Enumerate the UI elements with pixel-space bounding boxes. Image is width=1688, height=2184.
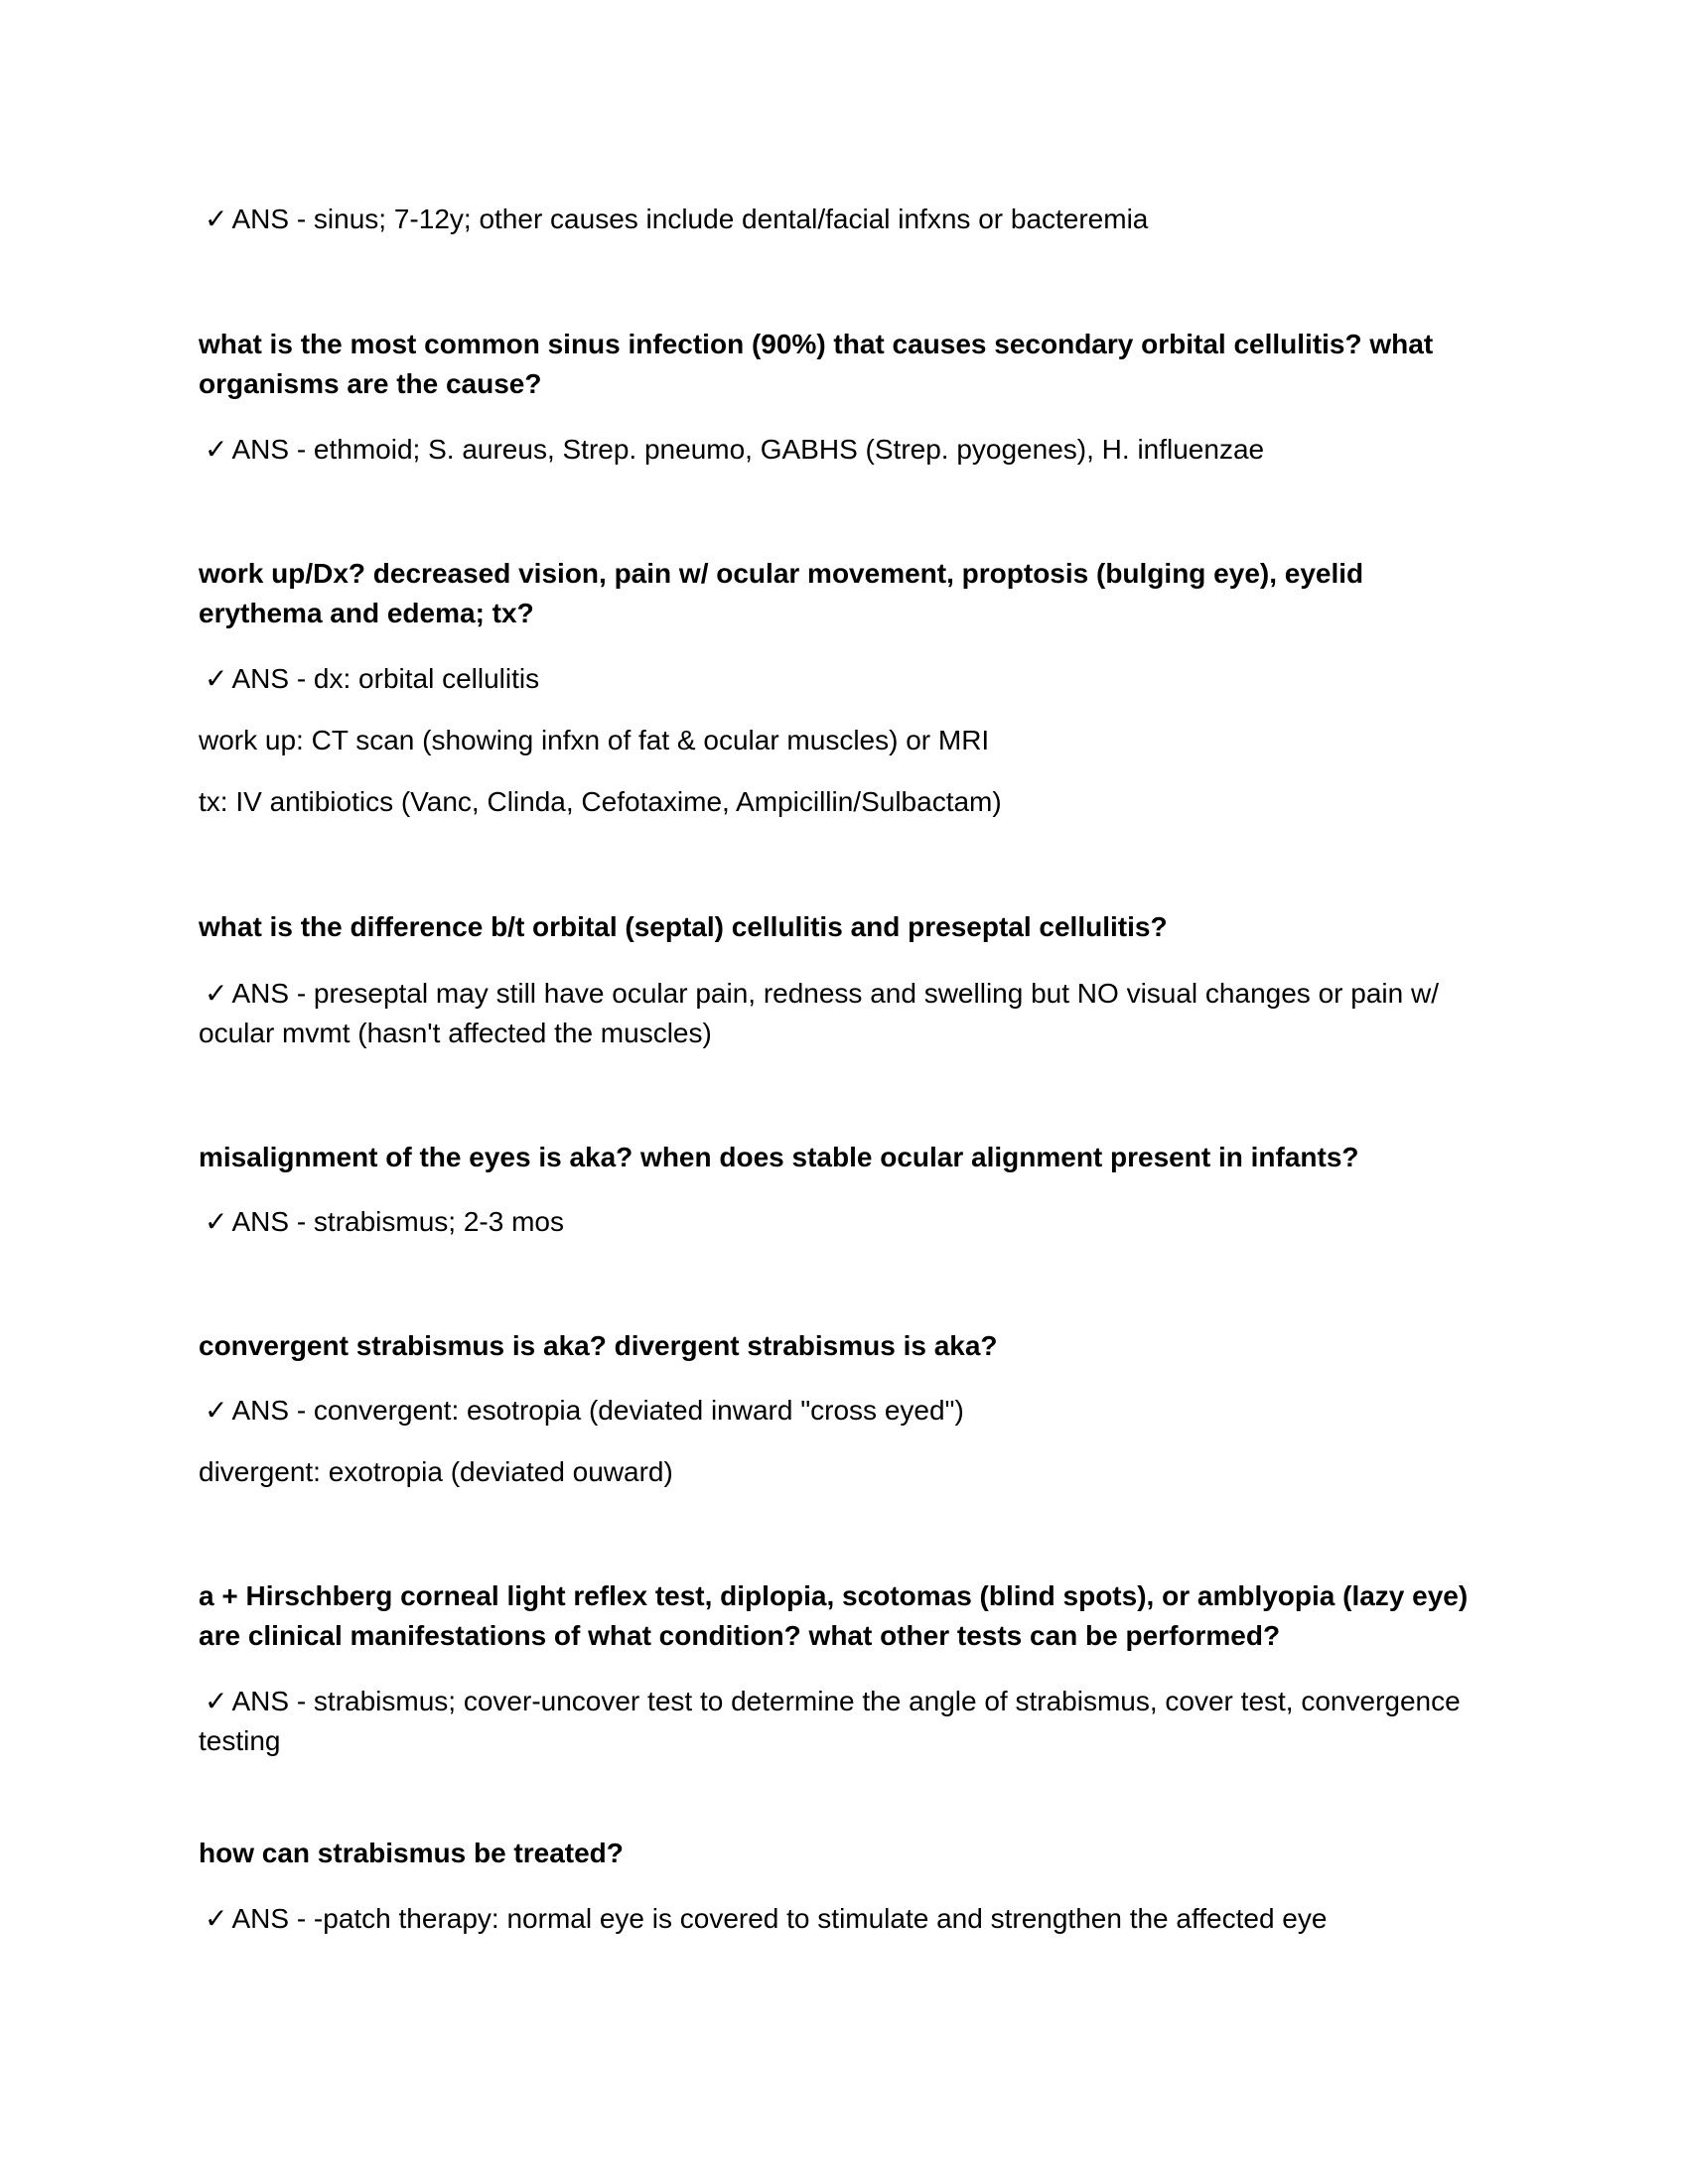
question-text: work up/Dx? decreased vision, pain w/ ocular movement, proptosis (bulging eye), eyelid erythema and edema; tx? bbox=[199, 558, 1364, 628]
check-mark-icon: ✓ bbox=[205, 204, 228, 234]
check-mark-icon: ✓ bbox=[205, 434, 228, 465]
check-mark-icon: ✓ bbox=[205, 1395, 228, 1426]
question-text: what is the most common sinus infection (90%) that causes secondary orbital cellulitis? what organisms are the cause? bbox=[199, 329, 1434, 399]
answer-text: ✓ ANS - dx: orbital cellulitis bbox=[205, 663, 540, 694]
answer-extra-line: tx: IV antibiotics (Vanc, Clinda, Cefotaxime, Ampicillin/Sulbactam) bbox=[199, 786, 1002, 817]
question-text: a + Hirschberg corneal light reflex test, diplopia, scotomas (blind spots), or amblyopia (lazy eye) are clinical manifestations of what condition? what other tests can be performed? bbox=[199, 1580, 1469, 1651]
answer-text: ✓ ANS - -patch therapy: normal eye is covered to stimulate and strengthen the affected eye bbox=[205, 1903, 1328, 1934]
check-mark-icon: ✓ bbox=[205, 978, 228, 1009]
check-mark-icon: ✓ bbox=[205, 1206, 228, 1237]
question-text: how can strabismus be treated? bbox=[199, 1838, 624, 1868]
answer-text: ✓ ANS - strabismus; cover-uncover test to determine the angle of strabismus, cover test, convergence testing bbox=[199, 1686, 1461, 1756]
answer-extra-line: divergent: exotropia (deviated ouward) bbox=[199, 1456, 673, 1487]
answer-text: ✓ ANS - sinus; 7-12y; other causes include dental/facial infxns or bacteremia bbox=[205, 204, 1149, 234]
question-text: convergent strabismus is aka? divergent strabismus is aka? bbox=[199, 1330, 998, 1361]
answer-text: ✓ ANS - preseptal may still have ocular pain, redness and swelling but NO visual changes or pain w/ ocular mvmt (hasn't affected the muscles) bbox=[199, 978, 1439, 1048]
answer-text: ✓ ANS - strabismus; 2-3 mos bbox=[205, 1206, 564, 1237]
check-mark-icon: ✓ bbox=[205, 1686, 228, 1716]
answer-extra-line: work up: CT scan (showing infxn of fat & ocular muscles) or MRI bbox=[199, 725, 990, 755]
check-mark-icon: ✓ bbox=[205, 663, 228, 694]
answer-text: ✓ ANS - ethmoid; S. aureus, Strep. pneumo, GABHS (Strep. pyogenes), H. influenzae bbox=[205, 434, 1265, 465]
answer-text: ✓ ANS - convergent: esotropia (deviated inward "cross eyed") bbox=[205, 1395, 964, 1426]
question-text: what is the difference b/t orbital (septal) cellulitis and preseptal cellulitis? bbox=[199, 911, 1168, 942]
check-mark-icon: ✓ bbox=[205, 1903, 228, 1934]
question-text: misalignment of the eyes is aka? when does stable ocular alignment present in infants? bbox=[199, 1142, 1359, 1172]
